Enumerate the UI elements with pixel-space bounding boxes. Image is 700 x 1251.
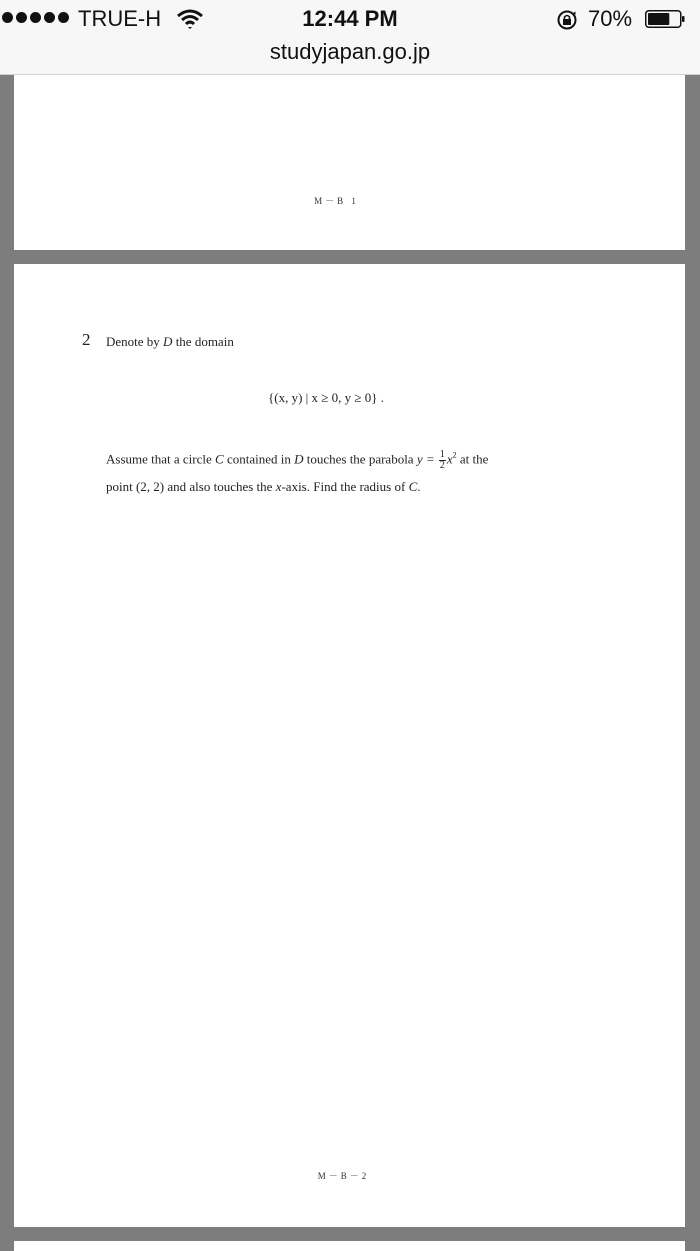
var-d: D [163, 334, 173, 349]
var-c: C [215, 451, 224, 467]
browser-top-bar [0, 0, 700, 75]
pdf-page-2 [14, 264, 685, 1227]
body-text: point (2, 2) and also touches the [106, 479, 276, 494]
body-text: at the [456, 451, 489, 467]
fraction-one-half [439, 450, 446, 471]
url-bar[interactable]: studyjapan.go.jp [269, 39, 431, 64]
fraction-numerator: 1 [439, 449, 445, 460]
question-line-2 [106, 479, 420, 495]
rotation-lock-icon [556, 9, 578, 31]
body-text: touches the parabola [303, 451, 417, 467]
pdf-page-1 [14, 74, 685, 250]
status-bar [0, 0, 700, 38]
body-text: . [417, 479, 421, 494]
question-line-1 [106, 450, 606, 471]
exponent: 2 [452, 450, 457, 460]
var-d: D [294, 451, 304, 467]
body-text: Assume that a circle [106, 451, 216, 467]
body-text: -axis. Find the radius of [281, 479, 409, 494]
var-c: C [408, 479, 418, 494]
equation-lhs: y = [416, 451, 435, 467]
question-intro [106, 334, 234, 350]
body-text: contained in [223, 451, 295, 467]
carrier-name: TRUE-H [78, 6, 162, 31]
page-footer: M－B－2 [317, 1171, 370, 1181]
var-x: x [275, 479, 282, 494]
intro-text: Denote by [106, 334, 164, 349]
question-number: 2 [82, 330, 91, 349]
domain-set-expression: {(x, y) | x ≥ 0, y ≥ 0} . [268, 390, 385, 405]
clock: 12:44 PM [302, 6, 398, 31]
battery-icon [645, 10, 685, 28]
battery-percent: 70% [588, 6, 633, 31]
page-footer: M－B 1 [314, 196, 359, 206]
intro-text: the domain [172, 334, 234, 349]
pdf-page-3 [14, 1241, 685, 1251]
var-x: x [446, 451, 453, 467]
fraction-denominator: 2 [439, 460, 445, 471]
